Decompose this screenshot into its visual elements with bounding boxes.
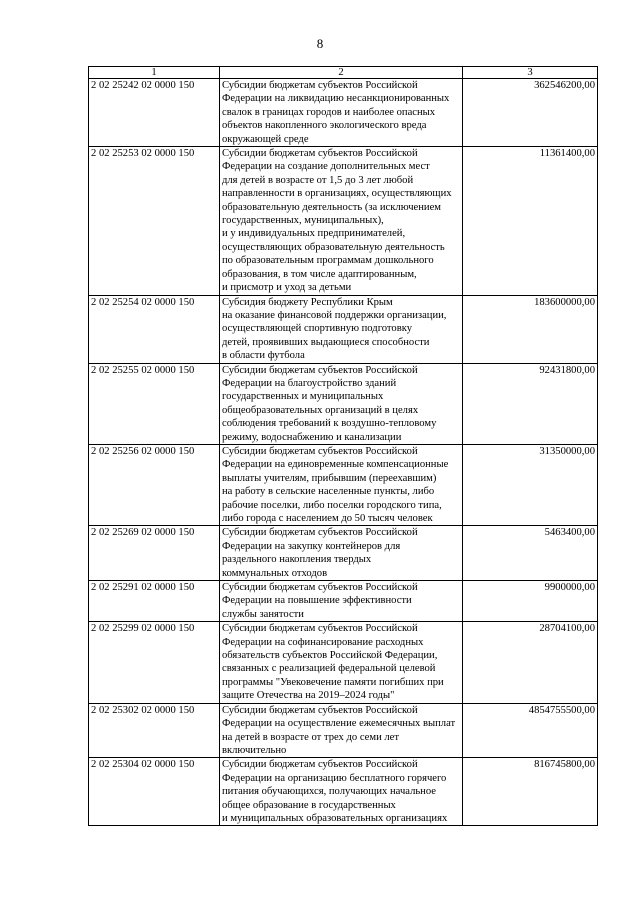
- table-row: [89, 295, 598, 363]
- classification-code: 2 02 25256 02 0000 150: [89, 444, 220, 525]
- classification-code: 2 02 25253 02 0000 150: [89, 147, 220, 295]
- table-header-row: [89, 67, 598, 79]
- header-col-2: 2: [220, 67, 463, 79]
- amount: 31350000,00: [463, 444, 598, 525]
- table-row: [89, 363, 598, 444]
- amount: 92431800,00: [463, 363, 598, 444]
- classification-code: 2 02 25254 02 0000 150: [89, 295, 220, 363]
- table-row: [89, 622, 598, 703]
- table-row: [89, 758, 598, 826]
- classification-code: 2 02 25269 02 0000 150: [89, 526, 220, 581]
- revenue-name: Субсидии бюджетам субъектов Российской Федерации на организацию бесплатного горячего питания обучающихся, получающих начальное общее образование в государственных и муниципальных образовательных организациях: [220, 758, 463, 826]
- page-number: 8: [316, 36, 324, 51]
- table-row: [89, 79, 598, 147]
- budget-table: [88, 66, 598, 826]
- amount: 4854755500,00: [463, 703, 598, 758]
- amount: 816745800,00: [463, 758, 598, 826]
- revenue-name: Субсидии бюджетам субъектов Российской Федерации на повышение эффективности службы занятости: [220, 581, 463, 622]
- revenue-name: Субсидии бюджетам субъектов Российской Федерации на создание дополнительных мест для детей в возрасте от 1,5 до 3 лет любой направленности в организациях, осуществляющих образовательную деятельность (за исключением государственных, муниципальных), и у индивидуальных предпринимателей, осуществляющих образовательную деятельность по образовательным программам дошкольного образования, в том числе адаптированным, и присмотр и уход за детьми: [220, 147, 463, 295]
- revenue-name: Субсидии бюджетам субъектов Российской Федерации на благоустройство зданий государственных и муниципальных общеобразовательных организаций в целях соблюдения требований к воздушно-тепловому режиму, водоснабжению и канализации: [220, 363, 463, 444]
- table-row: [89, 581, 598, 622]
- revenue-name: Субсидии бюджетам субъектов Российской Федерации на закупку контейнеров для раздельного накопления твердых коммунальных отходов: [220, 526, 463, 581]
- amount: 183600000,00: [463, 295, 598, 363]
- amount: 28704100,00: [463, 622, 598, 703]
- revenue-name: Субсидия бюджету Республики Крым на оказание финансовой поддержки организации, осуществляющей спортивную подготовку детей, проявивших выдающиеся способности в области футбола: [220, 295, 463, 363]
- table-row: [89, 526, 598, 581]
- classification-code: 2 02 25299 02 0000 150: [89, 622, 220, 703]
- classification-code: 2 02 25255 02 0000 150: [89, 363, 220, 444]
- classification-code: 2 02 25302 02 0000 150: [89, 703, 220, 758]
- amount: 11361400,00: [463, 147, 598, 295]
- table-row: [89, 147, 598, 295]
- amount: 9900000,00: [463, 581, 598, 622]
- amount: 362546200,00: [463, 79, 598, 147]
- header-col-3: 3: [463, 67, 598, 79]
- table-row: [89, 703, 598, 758]
- revenue-name: Субсидии бюджетам субъектов Российской Федерации на осуществление ежемесячных выплат на детей в возрасте от трех до семи лет включительно: [220, 703, 463, 758]
- header-col-1: 1: [89, 67, 220, 79]
- classification-code: 2 02 25304 02 0000 150: [89, 758, 220, 826]
- revenue-name: Субсидии бюджетам субъектов Российской Федерации на единовременные компенсационные выплаты учителям, прибывшим (переехавшим) на работу в сельские населенные пункты, либо рабочие поселки, либо поселки городского типа, либо города с населением до 50 тысяч человек: [220, 444, 463, 525]
- revenue-name: Субсидии бюджетам субъектов Российской Федерации на ликвидацию несанкционированных свалок в границах городов и наиболее опасных объектов накопленного экологического вреда окружающей среде: [220, 79, 463, 147]
- table-row: [89, 444, 598, 525]
- classification-code: 2 02 25242 02 0000 150: [89, 79, 220, 147]
- revenue-name: Субсидии бюджетам субъектов Российской Федерации на софинансирование расходных обязательств субъектов Российской Федерации, связанных с реализацией федеральной целевой программы "Увековечение памяти погибших при защите Отечества на 2019–2024 годы": [220, 622, 463, 703]
- classification-code: 2 02 25291 02 0000 150: [89, 581, 220, 622]
- amount: 5463400,00: [463, 526, 598, 581]
